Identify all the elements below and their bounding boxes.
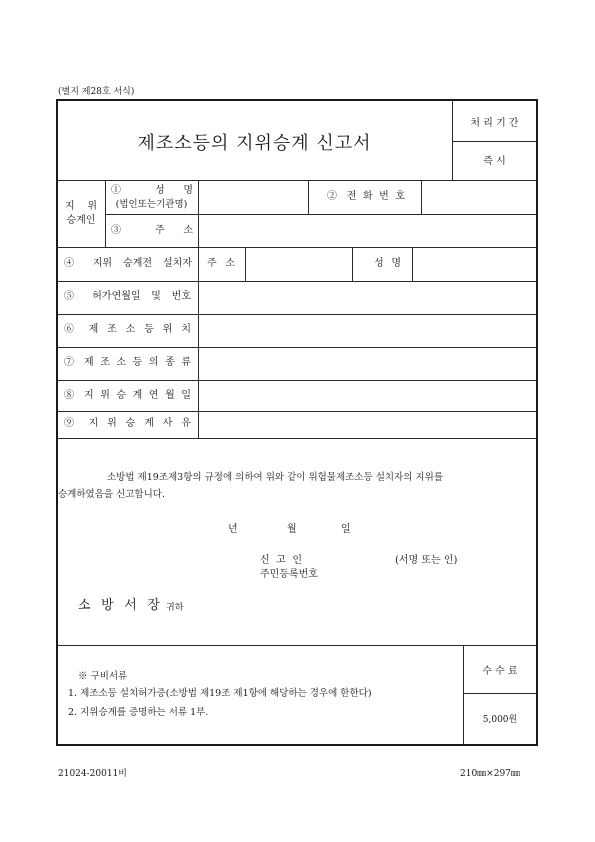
successor-phone-field xyxy=(422,181,536,213)
form-grid-line xyxy=(57,645,537,646)
successor-name-label: ① 성 명 xyxy=(111,185,193,196)
required-document-item: 2. 지위승계를 증명하는 서류 1부. xyxy=(68,707,209,718)
fee-amount: 5,000원 xyxy=(482,715,518,725)
footer-paper-size: 210㎜×297㎜ xyxy=(460,769,520,779)
successor-name-field xyxy=(199,181,307,213)
form-grid-line xyxy=(463,693,537,694)
fee-label: 수 수 료 xyxy=(482,666,518,677)
form-number: (별지 제28호 서식) xyxy=(58,87,135,97)
previous-installer-name-label: 성 명 xyxy=(374,258,401,269)
addressee-suffix: 귀하 xyxy=(166,603,184,613)
required-document-item: 1. 제조소등 설치허가증(소방법 제19조 제1항에 해당하는 경우에 한한다) xyxy=(68,688,372,699)
date-month-label: 월 xyxy=(287,524,297,535)
facility-type-field xyxy=(199,348,536,379)
statement-line-1: 소방법 제19조제3항의 규정에 의하여 위와 같이 위험물제조소등 설치자의 지위를 xyxy=(107,472,443,483)
facility-type-label: ⑦ 제 조 소 등 의 종 류 xyxy=(64,357,191,368)
successor-address-label: ③ 주 소 xyxy=(111,225,193,236)
page-title: 제조소등의 지위승계 신고서 xyxy=(137,133,372,154)
statement-line-2: 승계하였음을 신고합니다. xyxy=(58,489,165,500)
footer-form-code: 21024-20011비 xyxy=(58,769,127,779)
succession-reason-label: ⑨ 지 위 승 계 사 유 xyxy=(64,418,191,429)
required-documents-title: ※ 구비서류 xyxy=(78,671,128,682)
permit-date-number-field xyxy=(199,282,536,313)
processing-period-value: 즉 시 xyxy=(483,156,506,167)
signature-note: (서명 또는 인) xyxy=(395,555,458,566)
succession-reason-field xyxy=(199,412,536,437)
facility-location-field xyxy=(199,315,536,346)
previous-installer-label: ④ 지위 승계전 설치자 xyxy=(64,258,192,269)
facility-location-label: ⑥ 제 조 소 등 위 치 xyxy=(64,324,191,335)
form-grid-line xyxy=(463,645,464,745)
applicant-label: 신 고 인 xyxy=(260,555,302,566)
form-grid-line xyxy=(452,100,453,180)
successor-section-label: 지 위 xyxy=(65,201,97,212)
resident-number-label: 주민등록번호 xyxy=(260,569,318,580)
previous-installer-address-label: 주 소 xyxy=(207,258,235,269)
addressee-name: 소 방 서 장 xyxy=(78,598,160,613)
succession-date-label: ⑧ 지 위 승 계 연 월 일 xyxy=(64,390,191,401)
successor-address-field xyxy=(199,215,536,246)
previous-installer-address-field xyxy=(246,248,351,280)
previous-installer-name-field xyxy=(413,248,536,280)
successor-section-label-line2: 승계인 xyxy=(66,215,96,226)
date-day-label: 일 xyxy=(341,524,351,535)
date-year-label: 년 xyxy=(228,524,238,535)
successor-name-sublabel: (법인또는기관명) xyxy=(115,199,188,210)
form-grid-line xyxy=(57,438,537,439)
successor-phone-label: ② 전 화 번 호 xyxy=(327,191,405,202)
permit-date-number-label: ⑤ 허가연월일 및 번호 xyxy=(64,291,191,302)
succession-date-field xyxy=(199,381,536,410)
processing-period-label: 처 리 기 간 xyxy=(470,118,519,129)
form-grid-line xyxy=(352,247,353,281)
form-grid-line xyxy=(452,141,537,142)
form-grid-line xyxy=(308,180,309,214)
